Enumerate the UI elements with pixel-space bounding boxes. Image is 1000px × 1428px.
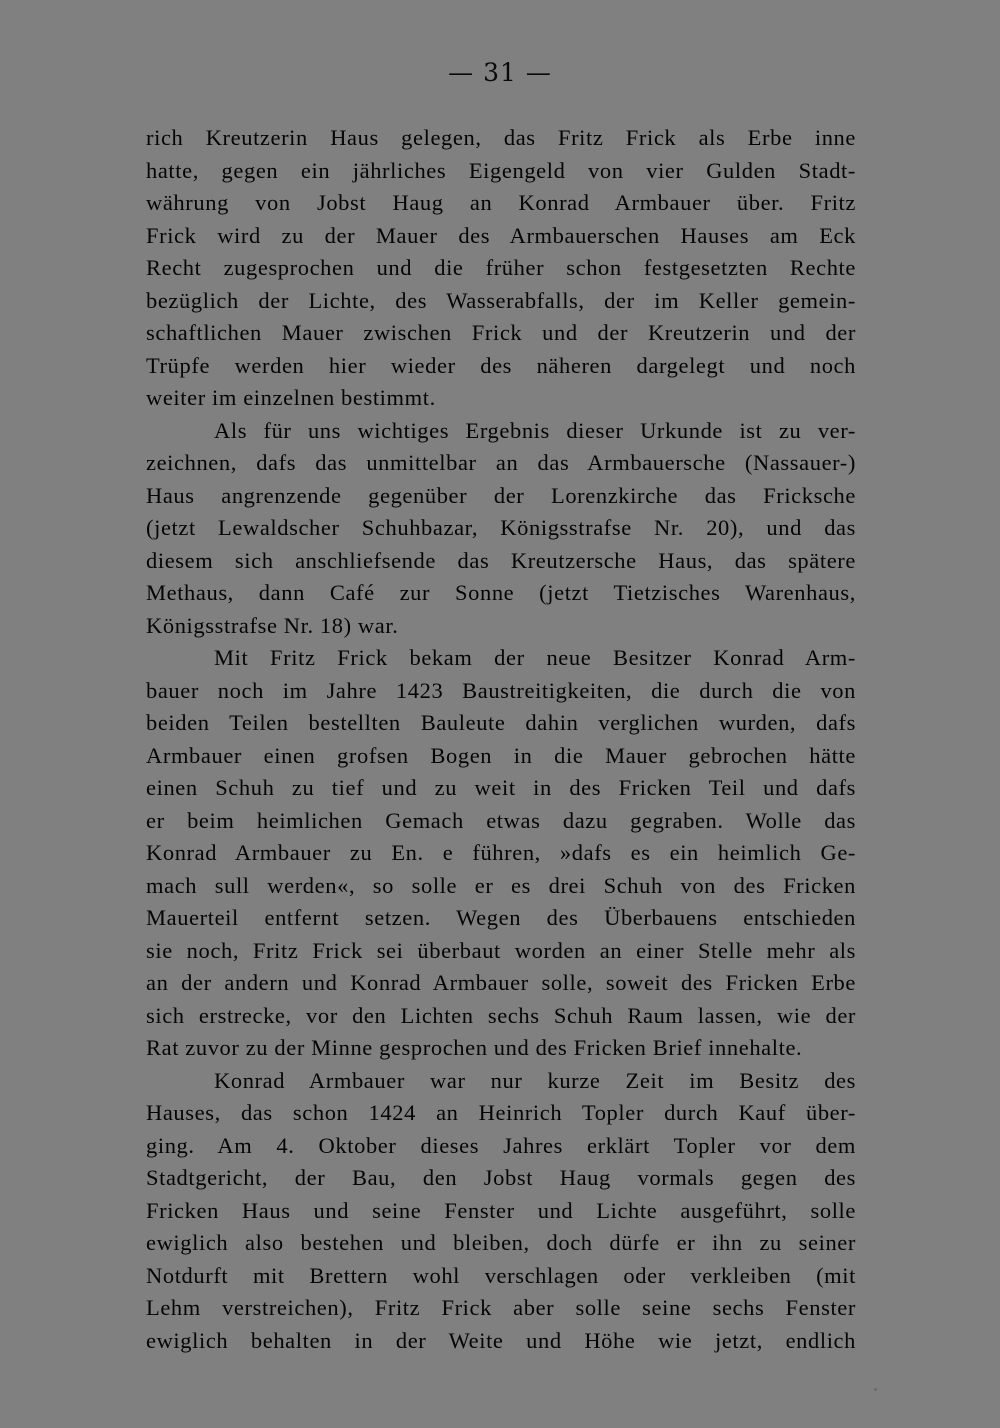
text-line: weiter im einzelnen bestimmt. [146, 385, 436, 410]
text-line: diesem sich anschliefsende das Kreutzersche Haus, das spätere [146, 547, 856, 573]
scan-speck [874, 1388, 877, 1391]
text-line: Mit Fritz Frick bekam der neue Besitzer Konrad Arm- [214, 645, 856, 670]
text-line: ewiglich behalten in der Weite und Höhe wie jetzt, endlich [146, 1327, 856, 1353]
text-line: hatte, gegen ein jährliches Eigengeld von vier Gulden Stadt- [146, 157, 856, 183]
text-line: beiden Teilen bestellten Bauleute dahin verglichen wurden, dafs [146, 710, 856, 735]
paragraph [146, 642, 856, 1065]
text-line: bauer noch im Jahre 1423 Baustreitigkeiten, die durch die von [146, 677, 856, 703]
text-line: Notdurft mit Brettern wohl verschlagen oder verkleiben (mit [146, 1262, 856, 1288]
text-line: Haus angrenzende gegenüber der Lorenzkirche das Fricksche [146, 482, 856, 508]
text-line: bezüglich der Lichte, des Wasserabfalls, der im Keller gemein- [146, 287, 856, 313]
text-line: zeichnen, dafs das unmittelbar an das Armbauersche (Nassauer-) [146, 450, 856, 475]
text-line: an der andern und Konrad Armbauer solle, soweit des Fricken Erbe [146, 970, 856, 995]
text-line: währung von Jobst Haug an Konrad Armbauer über. Fritz [146, 190, 856, 215]
paragraph [146, 1065, 856, 1358]
text-line: mach sull werden«, so solle er es drei Schuh von des Fricken [146, 872, 856, 898]
text-line: Lehm verstreichen), Fritz Frick aber solle seine sechs Fenster [146, 1295, 856, 1320]
page-number: — 31 — [448, 58, 552, 87]
text-line: Mauerteil entfernt setzen. Wegen des Überbauens entschieden [146, 905, 856, 930]
text-line: Recht zugesprochen und die früher schon festgesetzten Rechte [146, 255, 856, 280]
text-line: Frick wird zu der Mauer des Armbauerschen Hauses am Eck [146, 222, 856, 248]
text-line: sie noch, Fritz Frick sei überbaut worden an einer Stelle mehr als [146, 937, 856, 963]
text-line: Methaus, dann Café zur Sonne (jetzt Tietzisches Warenhaus, [146, 580, 856, 605]
text-line: (jetzt Lewaldscher Schuhbazar, Königsstrafse Nr. 20), und das [146, 515, 856, 540]
text-line: Fricken Haus und seine Fenster und Lichte ausgeführt, solle [146, 1197, 856, 1223]
text-line: sich erstrecke, vor den Lichten sechs Schuh Raum lassen, wie der [146, 1002, 856, 1028]
paragraph [146, 415, 856, 643]
text-line: ewiglich also bestehen und bleiben, doch dürfe er ihn zu seiner [146, 1230, 856, 1255]
text-line: Konrad Armbauer zu En. e führen, »dafs es ein heimlich Ge- [146, 840, 856, 865]
text-line: Hauses, das schon 1424 an Heinrich Topler durch Kauf über- [146, 1100, 856, 1125]
text-line: rich Kreutzerin Haus gelegen, das Fritz Frick als Erbe inne [146, 125, 856, 150]
text-line: schaftlichen Mauer zwischen Frick und der Kreutzerin und der [146, 320, 856, 345]
text-line: ging. Am 4. Oktober dieses Jahres erklärt Topler vor dem [146, 1132, 856, 1158]
text-line: einen Schuh zu tief und zu weit in des Fricken Teil und dafs [146, 775, 856, 800]
text-line: Armbauer einen grofsen Bogen in die Mauer gebrochen hätte [146, 742, 856, 768]
text-line: Trüpfe werden hier wieder des näheren dargelegt und noch [146, 352, 856, 378]
text-line: Stadtgericht, der Bau, den Jobst Haug vormals gegen des [146, 1165, 856, 1190]
text-line: er beim heimlichen Gemach etwas dazu gegraben. Wolle das [146, 807, 856, 833]
text-line: Königsstrafse Nr. 18) war. [146, 612, 399, 638]
paragraph [146, 122, 856, 415]
text-line: Als für uns wichtiges Ergebnis dieser Urkunde ist zu ver- [214, 417, 856, 443]
text-line: Konrad Armbauer war nur kurze Zeit im Besitz des [214, 1067, 856, 1093]
text-line: Rat zuvor zu der Minne gesprochen und des Fricken Brief innehalte. [146, 1035, 803, 1060]
body-text [146, 122, 856, 1357]
